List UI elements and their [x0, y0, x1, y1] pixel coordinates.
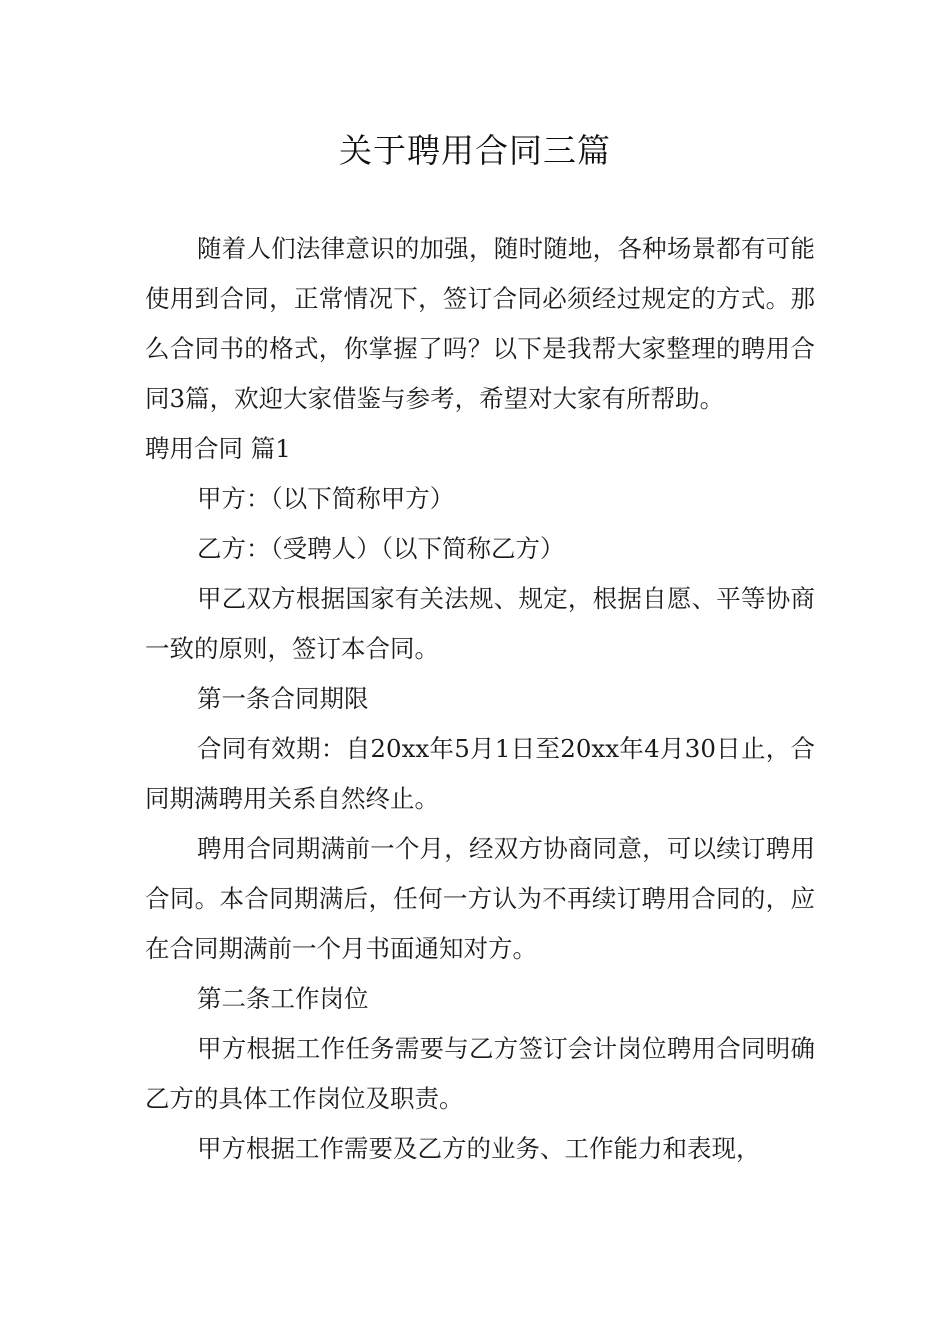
document-title: 关于聘用合同三篇: [339, 131, 611, 170]
paragraph-term-renewal: 聘用合同期满前一个月，经双方协商同意，可以续订聘用合同。本合同期满后，任何一方认为不再续订聘用合同的，应在合同期满前一个月书面通知对方。: [145, 834, 815, 963]
article-heading-position: 第二条工作岗位: [197, 984, 369, 1013]
paragraph-position-adjustment: 甲方根据工作需要及乙方的业务、工作能力和表现，: [197, 1134, 761, 1163]
article-heading-term: 第一条合同期限: [197, 684, 369, 713]
document-body: [145, 224, 815, 1174]
paragraph-agreement-basis: 甲乙双方根据国家有关法规、规定，根据自愿、平等协商一致的原则，签订本合同。: [145, 584, 815, 663]
paragraph-intro: 随着人们法律意识的加强，随时随地，各种场景都有可能使用到合同，正常情况下，签订合同必须经过规定的方式。那么合同书的格式，你掌握了吗？以下是我帮大家整理的聘用合同3篇，欢迎大家借鉴与参考，希望对大家有所帮助。: [145, 234, 815, 413]
paragraph-party-b: 乙方：（受聘人）（以下简称乙方）: [197, 534, 565, 563]
section-heading-contract-1: 聘用合同 篇1: [145, 434, 291, 463]
paragraph-party-a: 甲方：（以下简称甲方）: [197, 484, 455, 513]
paragraph-term-validity: 合同有效期：自20xx年5月1日至20xx年4月30日止，合同期满聘用关系自然终止。: [145, 734, 815, 813]
paragraph-position-duties: 甲方根据工作任务需要与乙方签订会计岗位聘用合同明确乙方的具体工作岗位及职责。: [145, 1034, 815, 1113]
